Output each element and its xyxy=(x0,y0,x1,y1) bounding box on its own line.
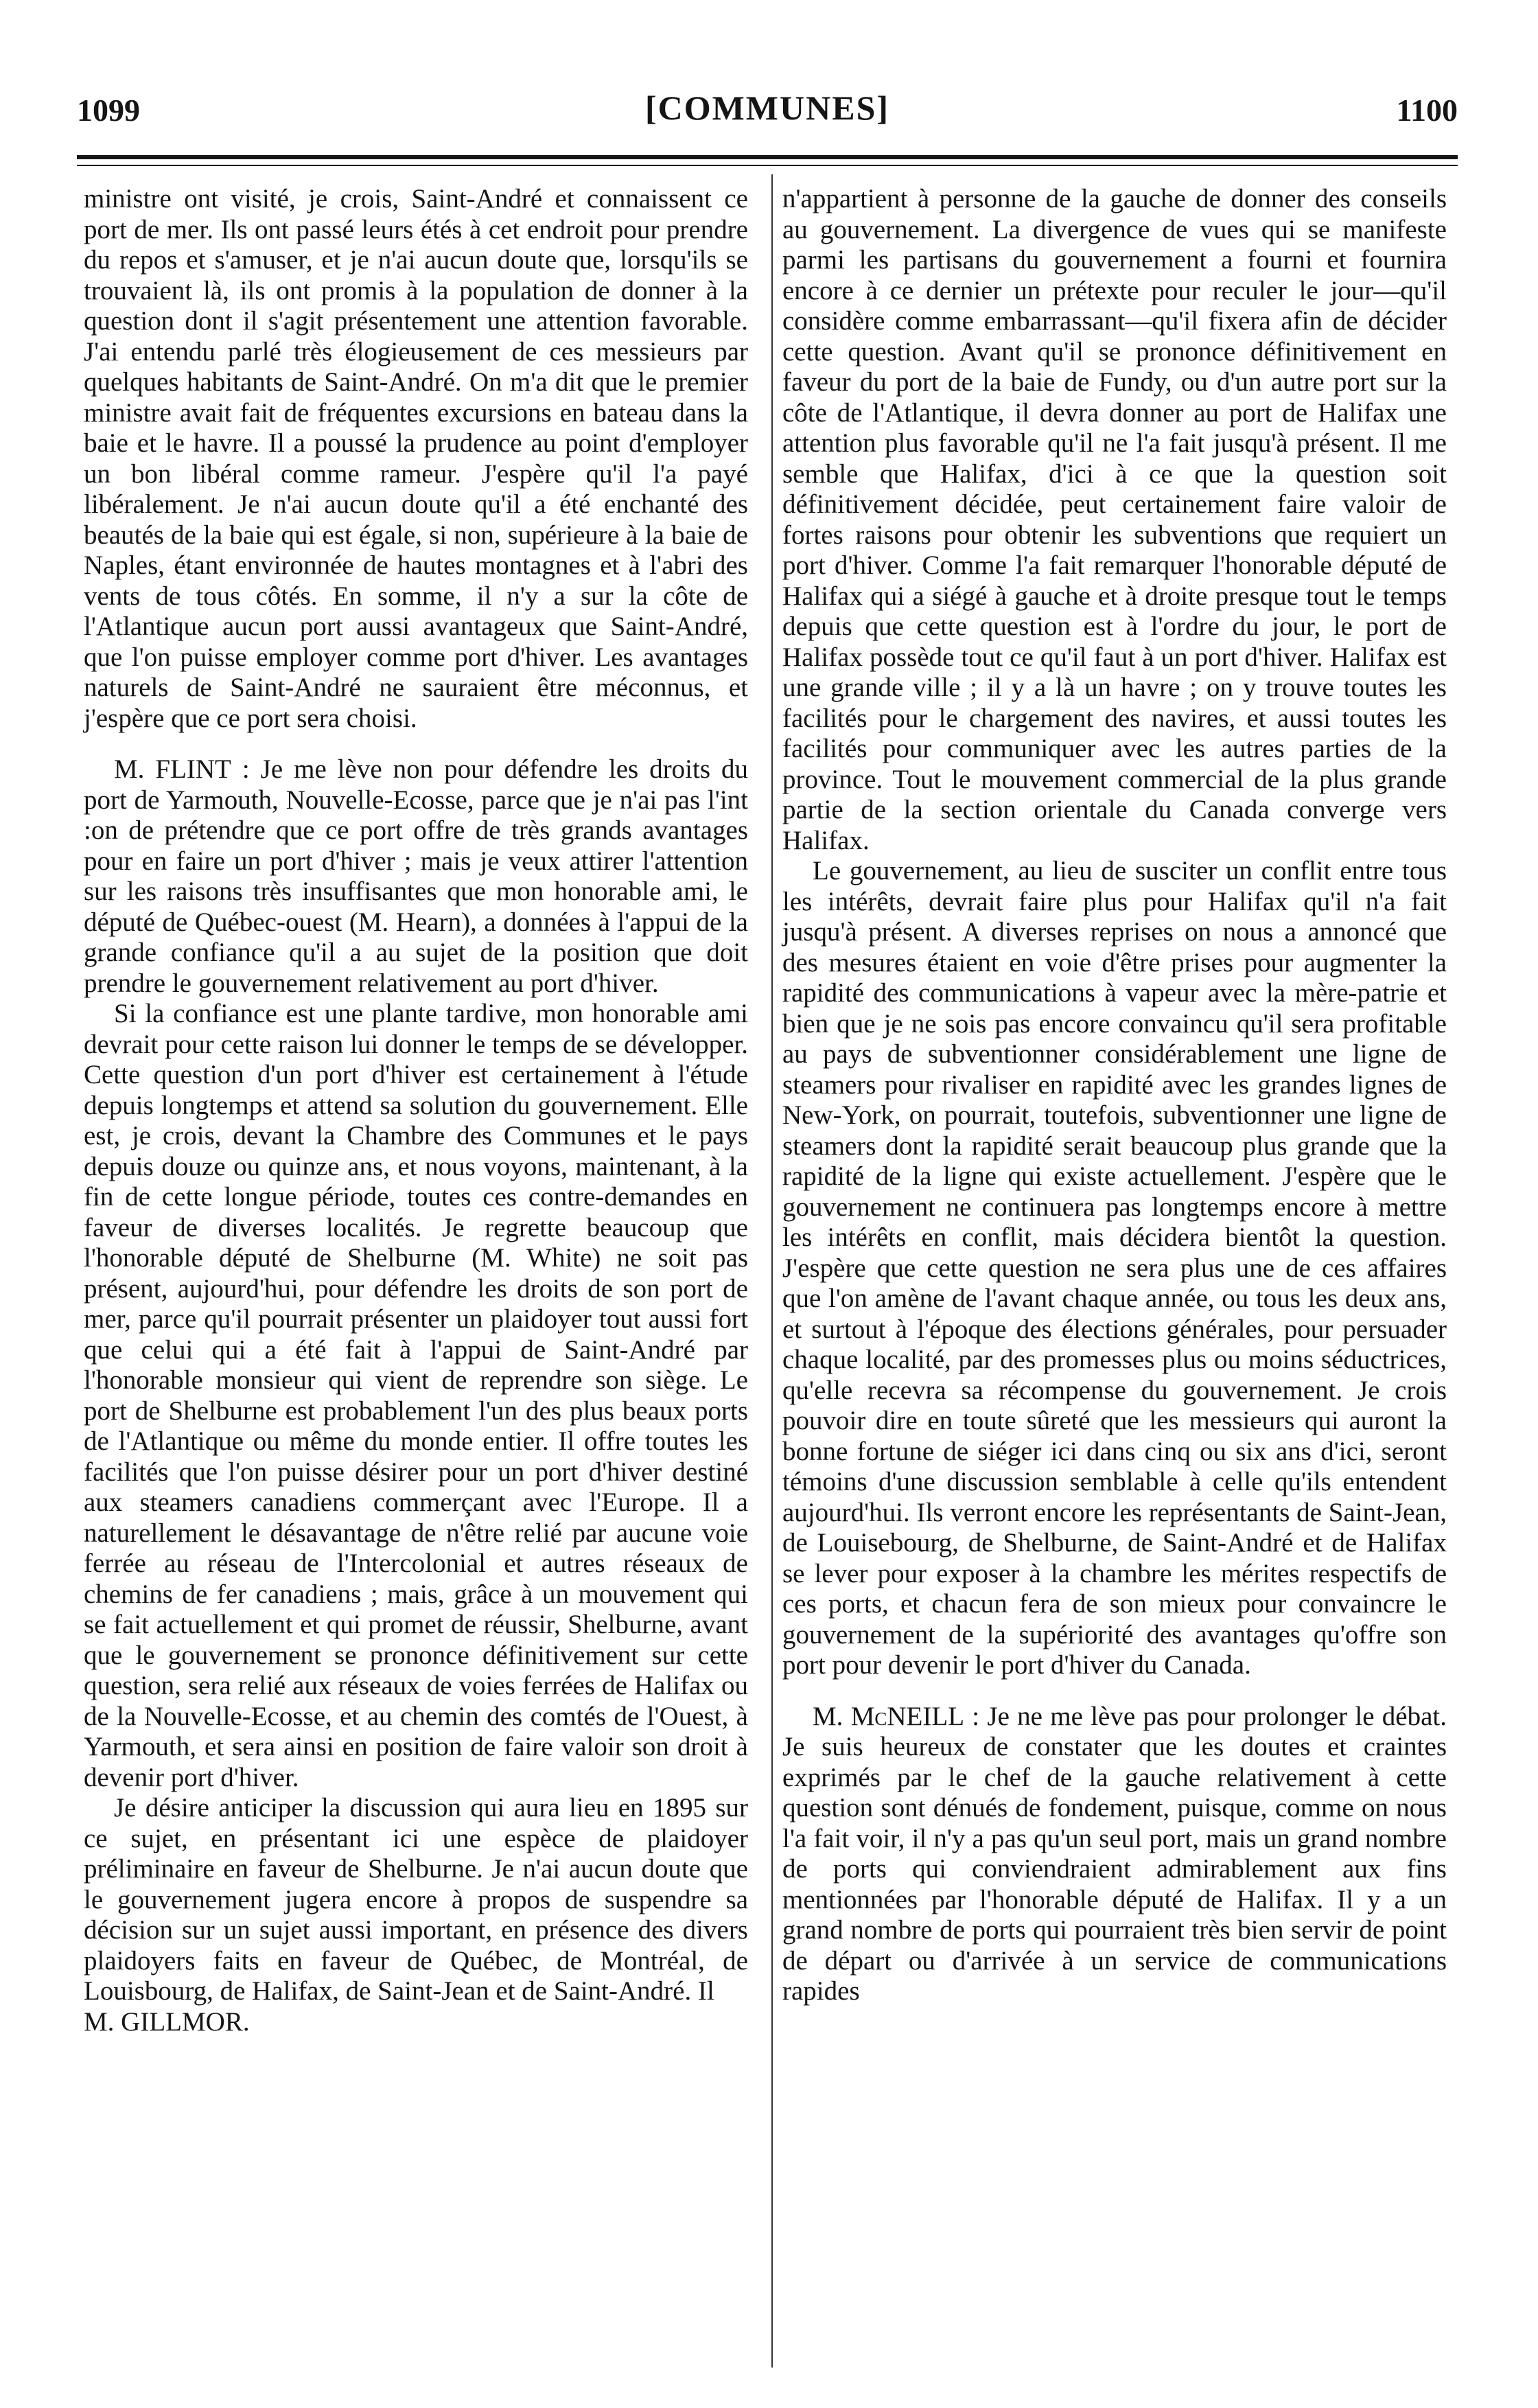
paragraph-flint xyxy=(84,754,748,999)
page-number-left: 1099 xyxy=(77,93,140,128)
right-column xyxy=(782,184,1447,2007)
speaker-name: M. McNEILL xyxy=(813,1701,965,1731)
paragraph: Je désire anticiper la discussion qui aura lieu en 1895 sur ce sujet, en présentant ici une espèce de plaidoyer préliminaire en faveur de Shelburne. Je n'ai aucun doute que le gouvernement jugera encore à propos de suspendre sa décision sur un sujet aussi important, en présence des divers plaidoyers faits en faveur de Québec, de Montréal, de Louisbourg, de Halifax, de Saint-Jean et de Saint-André. Il xyxy=(84,1793,748,2006)
speech-text: : Je me lève non pour défendre les droits du port de Yarmouth, Nouvelle-Ecosse, parce que je n'ai pas l'int :on de prétendre que ce port offre de très grands avantages pour en faire un port d'hiver ; mais je veux attirer l'attention sur les raisons très insuffisantes que mon honorable ami, le député de Québec-ouest (M. Hearn), a données à l'appui de la grande confiance qu'il a au sujet de la position que doit prendre le gouvernement relativement au port d'hiver. xyxy=(84,754,748,998)
page-header xyxy=(77,74,1458,136)
paragraph: ministre ont visité, je crois, Saint-André et connaissent ce port de mer. Ils ont passé leurs étés à cet endroit pour prendre du repos et s'amuser, et je n'ai aucun doute que, lorsqu'ils se trouvaient là, ils ont promis à la population de donner à la question dont il s'agit présentement une attention favorable. J'ai entendu parlé très élogieusement de ces messieurs par quelques habitants de Saint-André. On m'a dit que le premier ministre avait fait de fréquentes excursions en bateau dans la baie et le havre. Il a poussé la prudence au point d'employer un bon libéral comme rameur. J'espère qu'il l'a payé libéralement. Je n'ai aucun doute qu'il a été enchanté des beautés de la baie qui est égale, si non, supérieure à la baie de Naples, étant environnée de hautes montagnes et à l'abri des vents de tous côtés. En somme, il n'y a sur la côte de l'Atlantique aucun port aussi avantageux que Saint-André, que l'on puisse employer comme port d'hiver. Les avantages naturels de Saint-André ne sauraient être méconnus, et j'espère que ce port sera choisi. xyxy=(84,184,748,733)
footer-speaker: M. GILLMOR. xyxy=(84,2006,250,2037)
speech-text: : Je ne me lève pas pour prolonger le débat. Je suis heureux de constater que les doutes et craintes exprimés par le chef de la gauche relativement à cette question sont dénués de fondement, puisque, comme on nous l'a fait voir, il n'y a pas qu'un seul port, mais un grand nombre de ports qui conviendraient admirablement aux fins mentionnées par l'honorable député de Halifax. Il y a un grand nombre de ports qui pourraient très bien servir de point de départ ou d'arrivée à un service de communications rapides xyxy=(782,1701,1447,2006)
page-number-right: 1100 xyxy=(1396,93,1458,128)
page-title: [COMMUNES] xyxy=(644,89,890,127)
header-rule-thick xyxy=(77,155,1458,159)
speaker-name: M. FLINT xyxy=(114,754,231,784)
left-column xyxy=(84,184,748,2037)
paragraph: n'appartient à personne de la gauche de donner des conseils au gouvernement. La divergence de vues qui se manifeste parmi les partisans du gouvernement a fourni et fournira encore à ce dernier un prétexte pour reculer le jour—qu'il considère comme embarrassant—qu'il fixera afin de décider cette question. Avant qu'il se prononce définitivement en faveur du port de la baie de Fundy, ou d'un autre port sur la côte de l'Atlantique, il devra donner au port de Halifax une attention plus favorable qu'il ne l'a fait jusqu'à présent. Il me semble que Halifax, d'ici à ce que la question soit définitivement décidée, peut certainement faire valoir de fortes raisons pour obtenir les subventions que requiert un port d'hiver. Comme l'a fait remarquer l'honorable député de Halifax qui a siégé à gauche et à droite presque tout le temps depuis que cette question est à l'ordre du jour, le port de Halifax possède tout ce qu'il faut à un port d'hiver. Halifax est une grande ville ; il y a là un havre ; on y trouve toutes les facilités pour le chargement des navires, et aussi toutes les facilités pour communiquer avec les autres parties de la province. Tout le mouvement commercial de la plus grande partie de la section orientale du Canada converge vers Halifax. xyxy=(782,184,1447,855)
paragraph: Le gouvernement, au lieu de susciter un conflit entre tous les intérêts, devrait faire plus pour Halifax qu'il n'a fait jusqu'à présent. A diverses reprises on nous a annoncé que des mesures étaient en voie d'être prises pour augmenter la rapidité des communications à vapeur avec la mère-patrie et bien que je ne sois pas encore convaincu qu'il sera profitable au pays de subventionner considérablement une ligne de steamers pour rivaliser en rapidité avec les grandes lignes de New-York, on pourrait, toutefois, subventionner une ligne de steamers dont la rapidité serait beaucoup plus grande que la rapidité de la ligne qui existe actuellement. J'espère que le gouvernement ne continuera pas longtemps encore à mettre les intérêts en conflit, mais décidera bientôt la question. J'espère que cette question ne sera plus une de ces affaires que l'on amène de l'avant chaque année, ou tous les deux ans, et surtout à l'époque des élections générales, pour persuader chaque localité, par des promesses plus ou moins séductrices, qu'elle recevra sa récompense du gouvernement. Je crois pouvoir dire en toute sûreté que les messieurs qui auront la bonne fortune de siéger ici dans cinq ou six ans d'ici, seront témoins d'une discussion semblable à celle qu'ils entendent aujourd'hui. Ils verront encore les représentants de Saint-Jean, de Louisebourg, de Shelburne, de Saint-André et de Halifax se lever pour exposer à la chambre les mérites respectifs de ces ports, et chacun fera de son mieux pour convaincre le gouvernement de la supériorité des avantages qu'offre son port pour devenir le port d'hiver du Canada. xyxy=(782,856,1447,1680)
paragraph-mcneill xyxy=(782,1702,1447,2007)
paragraph: Si la confiance est une plante tardive, mon honorable ami devrait pour cette raison lui donner le temps de se développer. Cette question d'un port d'hiver est certainement à l'étude depuis longtemps et attend sa solution du gouvernement. Elle est, je crois, devant la Chambre des Communes et le pays depuis douze ou quinze ans, et nous voyons, maintenant, à la fin de cette longue période, toutes ces contre-demandes en faveur de diverses localités. Je regrette beaucoup que l'honorable député de Shelburne (M. White) ne soit pas présent, aujourd'hui, pour défendre les droits de son port de mer, parce qu'il pourrait présenter un plaidoyer tout aussi fort que celui qui a été fait à l'appui de Saint-André par l'honorable monsieur qui vient de reprendre son siège. Le port de Shelburne est probablement l'un des plus beaux ports de l'Atlantique ou même du monde entier. Il offre toutes les facilités que l'on puisse désirer pour un port d'hiver destiné aux steamers canadiens commerçant avec l'Europe. Il a naturellement le désavantage de n'être relié par aucune voie ferrée au réseau de l'Intercolonial et autres réseaux de chemins de fer canadiens ; mais, grâce à un mouvement qui se fait actuellement et qui promet de réussir, Shelburne, avant que le gouvernement se prononce définitivement sur cette question, sera relié aux réseaux de voies ferrées de Halifax ou de la Nouvelle-Ecosse, et au chemin des comtés de l'Ouest, à Yarmouth, et sera ainsi en position de faire valoir son droit à devenir port d'hiver. xyxy=(84,999,748,1792)
column-divider xyxy=(771,174,773,2368)
header-rule-thin xyxy=(77,165,1458,166)
